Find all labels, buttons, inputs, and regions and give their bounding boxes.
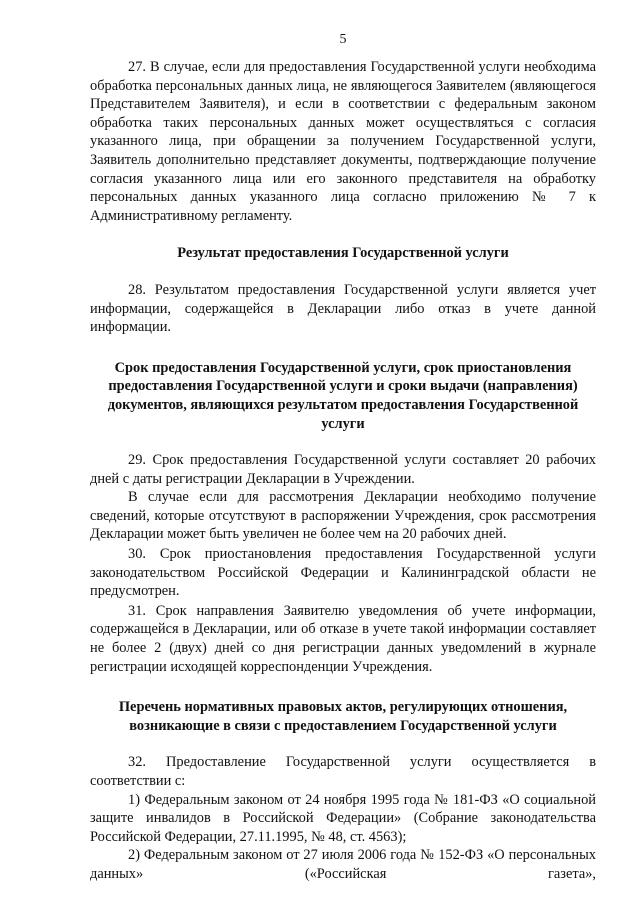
section-heading-term: Срок предоставления Государственной услуги, срок приостановления предоставления Государственной услуги и сроки выдачи (направления) документов, являющихся результатом предоставления Государственной услуги: [107, 359, 579, 432]
page-number: 5: [339, 32, 347, 47]
paragraph-28: 28. Результатом предоставления Государственной услуги является учет информации, содержащейся в Декларации либо отказ в учете данной информации.: [90, 281, 596, 336]
paragraph-29-continuation: В случае если для рассмотрения Декларации необходимо получение сведений, которые отсутствуют в распоряжении Учреждения, срок рассмотрения Декларации может быть увеличен не более чем на 20 рабочих дней.: [90, 489, 596, 543]
document-body: [90, 58, 596, 884]
paragraph-27: 27. В случае, если для предоставления Государственной услуги необходима обработка персональных данных лица, не являющегося Заявителем (являющегося Представителем Заявителя), и если в соответствии с федеральным законом обработка таких персональных данных может осуществляться с согласия указанного лица, при обращении за получением Государственной услуги, Заявитель дополнительно представляет документы, подтверждающие получение согласия указанного лица или его законного представителя на обработку персональных данных указанного лица согласно приложению № 7 к Административному регламенту.: [90, 59, 596, 224]
section-heading-result: Результат предоставления Государственной услуги: [177, 245, 509, 262]
section-heading-legal-acts: Перечень нормативных правовых актов, регулирующих отношения, возникающие в связи с предоставлением Государственной услуги: [118, 699, 568, 734]
document-page: [90, 0, 596, 905]
paragraph-32-item-2: 2) Федеральным законом от 27 июля 2006 года № 152-ФЗ «О персональных данных» («Российская газета»,: [90, 847, 596, 882]
paragraph-30: 30. Срок приостановления предоставления Государственной услуги законодательством Российской Федерации и Калининградской области не предусмотрен.: [90, 546, 596, 600]
paragraph-31: 31. Срок направления Заявителю уведомления об учете информации, содержащейся в Декларации, или об отказе в учете такой информации составляет не более 2 (двух) дней со дня регистрации данных уведомлений в журнале регистрации исходящей корреспонденции Учреждения.: [90, 602, 596, 675]
paragraph-29: 29. Срок предоставления Государственной услуги составляет 20 рабочих дней с даты регистрации Декларации в Учреждении.: [90, 452, 596, 487]
paragraph-32: 32. Предоставление Государственной услуги осуществляется в соответствии с:: [90, 754, 596, 789]
paragraph-32-item-1: 1) Федеральным законом от 24 ноября 1995 года № 181-ФЗ «О социальной защите инвалидов в Российской Федерации» (Собрание законодательства Российской Федерации, 27.11.1995, № 48, ст. 4563);: [90, 791, 596, 845]
